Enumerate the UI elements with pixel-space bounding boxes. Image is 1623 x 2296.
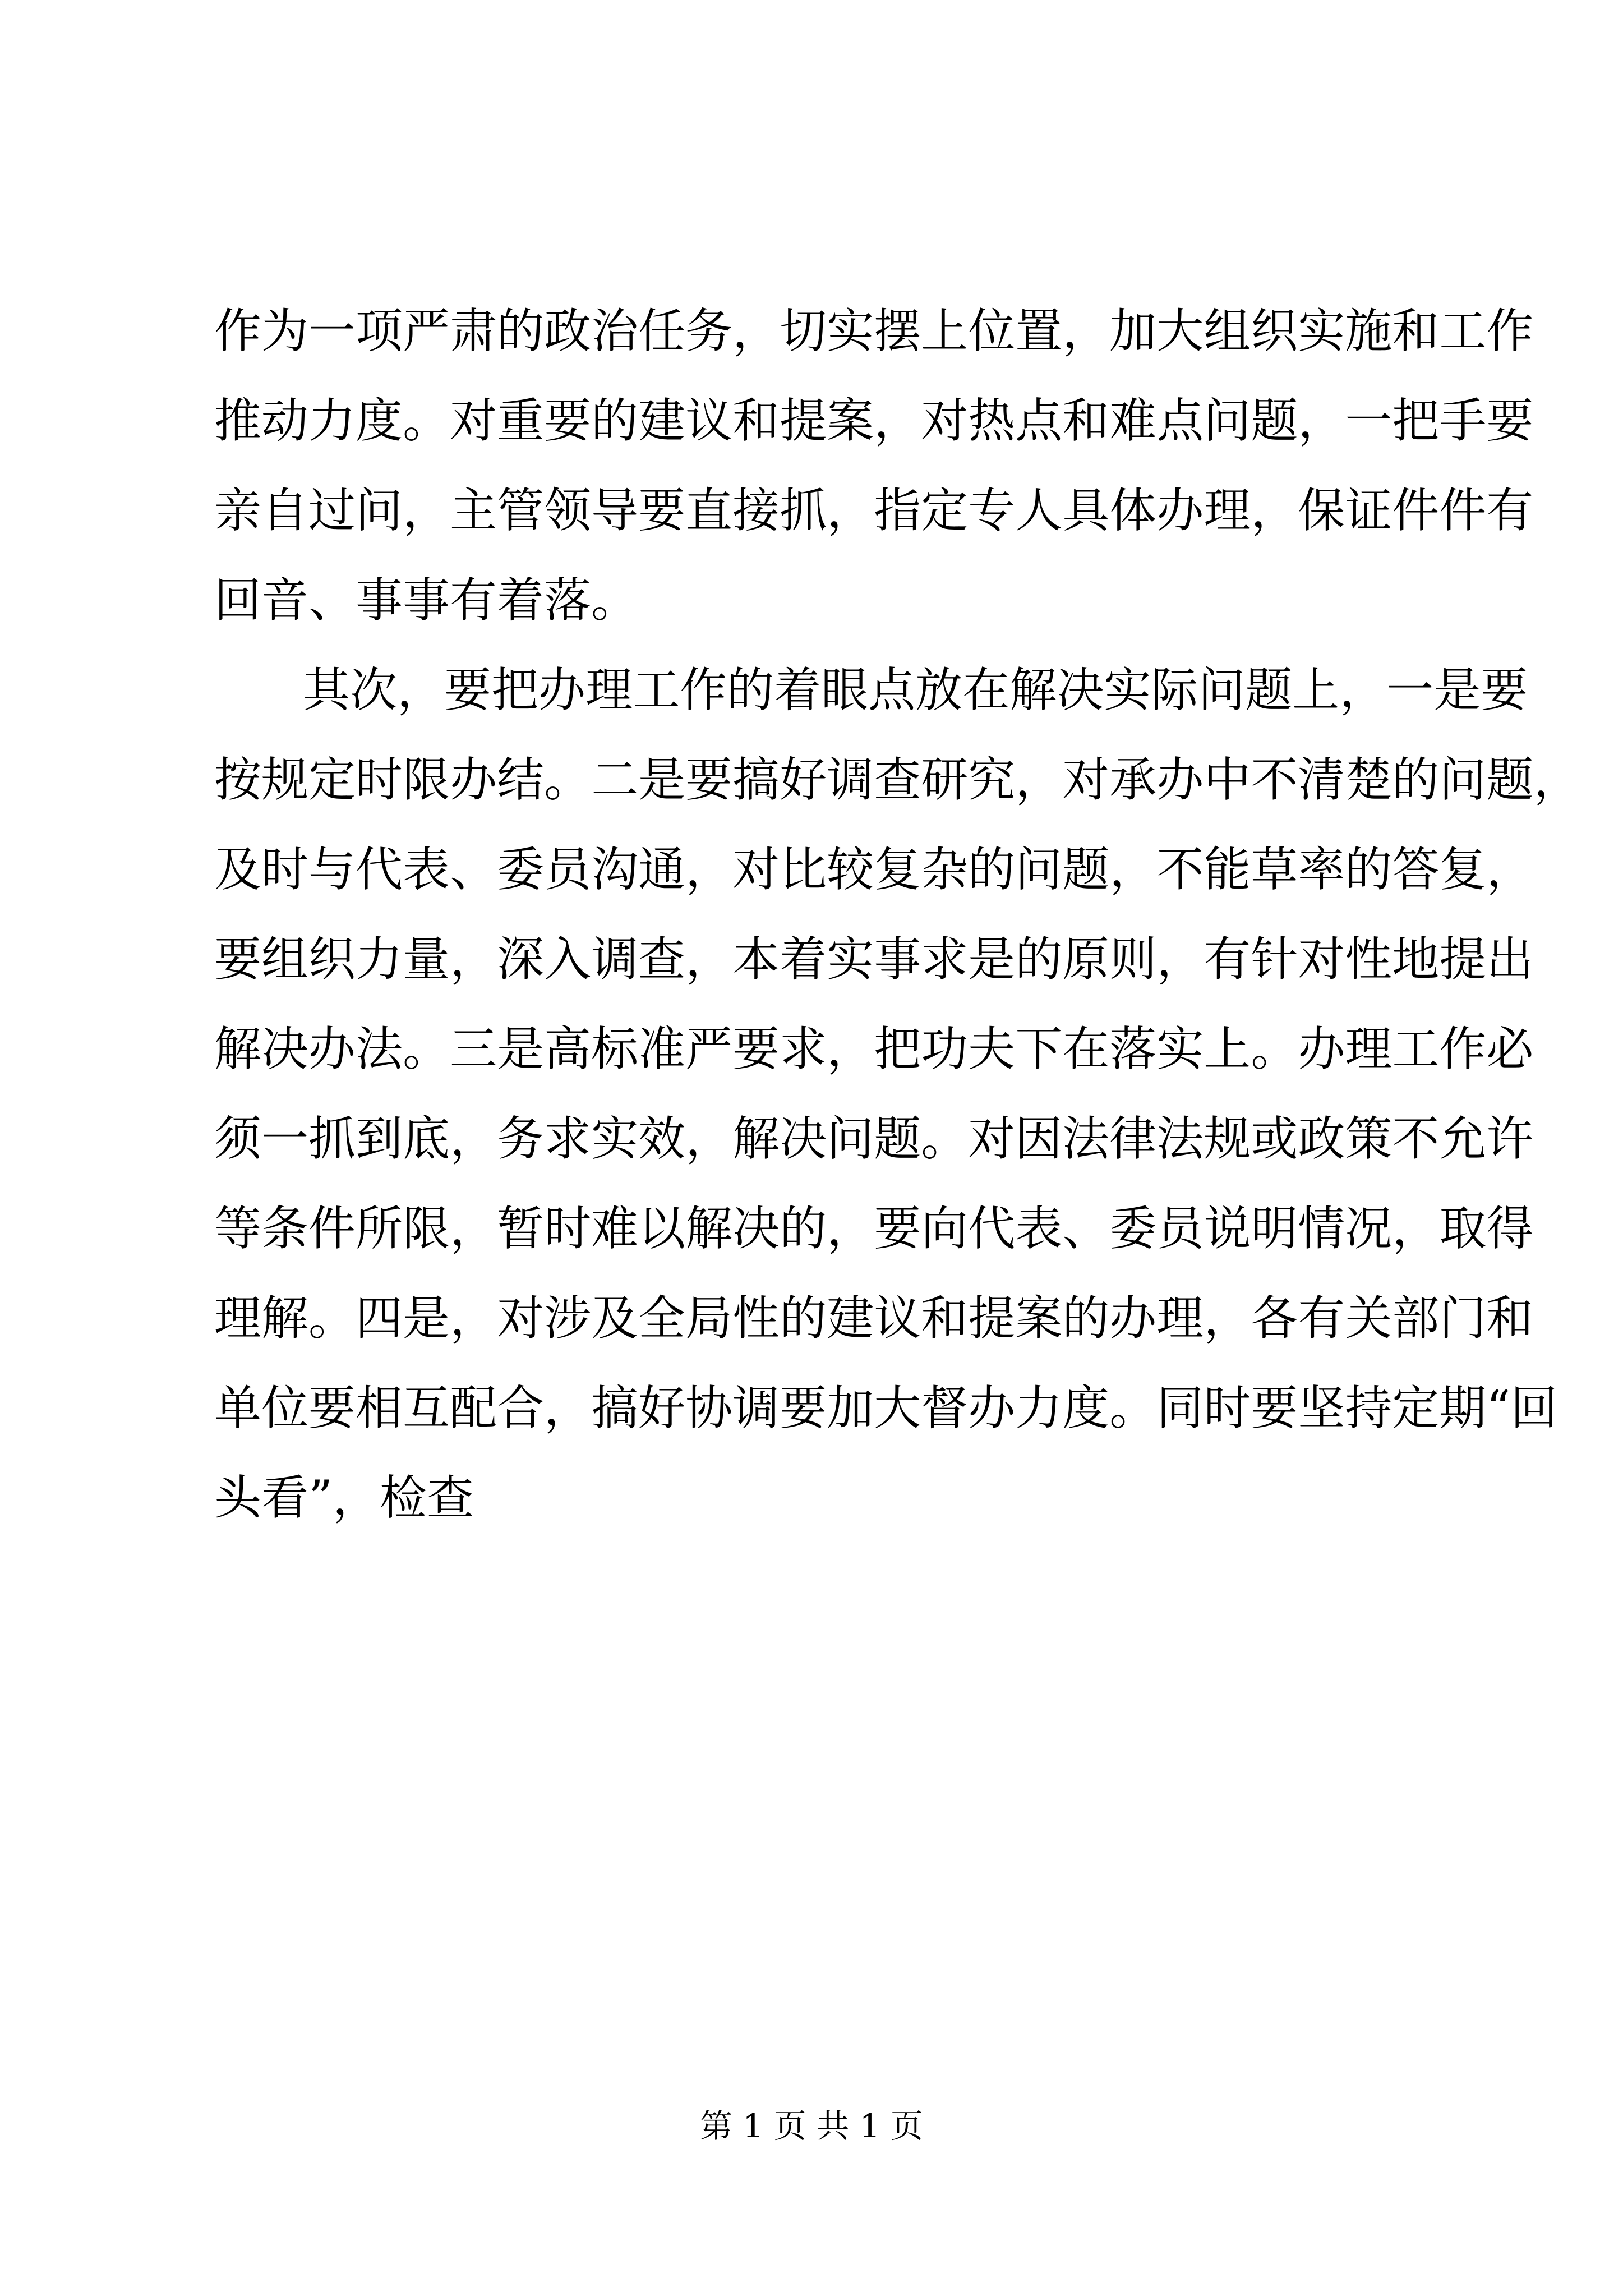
text-line xyxy=(0,567,1623,634)
text-line-content: 亲 自 过 问 ， 主 管 领 导 要 直 接 抓 ， 指 定 专 人 具 体 办 理 ， 保 证 件 件 有 xyxy=(214,483,1534,538)
text-line-content: 解 决 办 法 。 三 是 高 标 准 严 要 求 ， 把 功 夫 下 在 落 实 上 。 办 理 工 作 必 xyxy=(214,1022,1534,1076)
text-line-content: 头看”，检查 xyxy=(214,1470,474,1525)
text-line xyxy=(0,746,1623,813)
text-line xyxy=(0,656,1623,724)
text-line-content: 其 次 ， 要 把 办 理 工 作 的 着 眼 点 放 在 解 决 实 际 问 题 上 ， 一 是 要 xyxy=(303,662,1528,717)
text-line xyxy=(0,387,1623,454)
text-line-content: 及 时 与 代 表 、 委 员 沟 通 ， 对 比 较 复 杂 的 问 题 ， 不 能 草 率 的 答 复 ， xyxy=(214,842,1534,897)
text-line xyxy=(0,1374,1623,1442)
text-line xyxy=(0,1464,1623,1531)
page-footer: 第 1 页 共 1 页 xyxy=(700,2107,923,2145)
text-line-content: 要 组 织 力 量 ， 深 入 调 查 ， 本 着 实 事 求 是 的 原 则 ， 有 针 对 性 地 提 出 xyxy=(214,932,1534,987)
text-line xyxy=(0,1195,1623,1262)
text-line-content: 作 为 一 项 严 肃 的 政 治 任 务 ， 切 实 摆 上 位 置 ， 加 大 组 织 实 施 和 工 作 xyxy=(214,303,1534,358)
text-line-content: 等 条 件 所 限 ， 暂 时 难 以 解 决 的 ， 要 向 代 表 、 委 员 说 明 情 况 ， 取 得 xyxy=(214,1201,1534,1256)
text-line-content: 按 规 定 时 限 办 结 。 二 是 要 搞 好 调 查 研 究 ， 对 承 办 中 不 清 楚 的 问 题 ， xyxy=(214,752,1581,807)
text-line-content: 单 位 要 相 互 配 合 ， 搞 好 协 调 要 加 大 督 办 力 度 。 同 时 要 坚 持 定 期 “ 回 xyxy=(214,1381,1558,1435)
text-line xyxy=(0,477,1623,544)
text-line xyxy=(0,1105,1623,1172)
text-line xyxy=(0,836,1623,903)
text-line xyxy=(0,1285,1623,1352)
text-line xyxy=(0,297,1623,365)
text-line-content: 须 一 抓 到 底 ， 务 求 实 效 ， 解 决 问 题 。 对 因 法 律 法 规 或 政 策 不 允 许 xyxy=(214,1111,1534,1166)
text-line-content: 推 动 力 度 。 对 重 要 的 建 议 和 提 案 ， 对 热 点 和 难 点 问 题 ， 一 把 手 要 xyxy=(214,393,1534,448)
text-line-content: 回音、事事有着落。 xyxy=(214,573,639,628)
text-line xyxy=(0,926,1623,993)
text-line-content: 理 解 。 四 是 ， 对 涉 及 全 局 性 的 建 议 和 提 案 的 办 理 ， 各 有 关 部 门 和 xyxy=(214,1291,1534,1346)
text-line xyxy=(0,1015,1623,1083)
